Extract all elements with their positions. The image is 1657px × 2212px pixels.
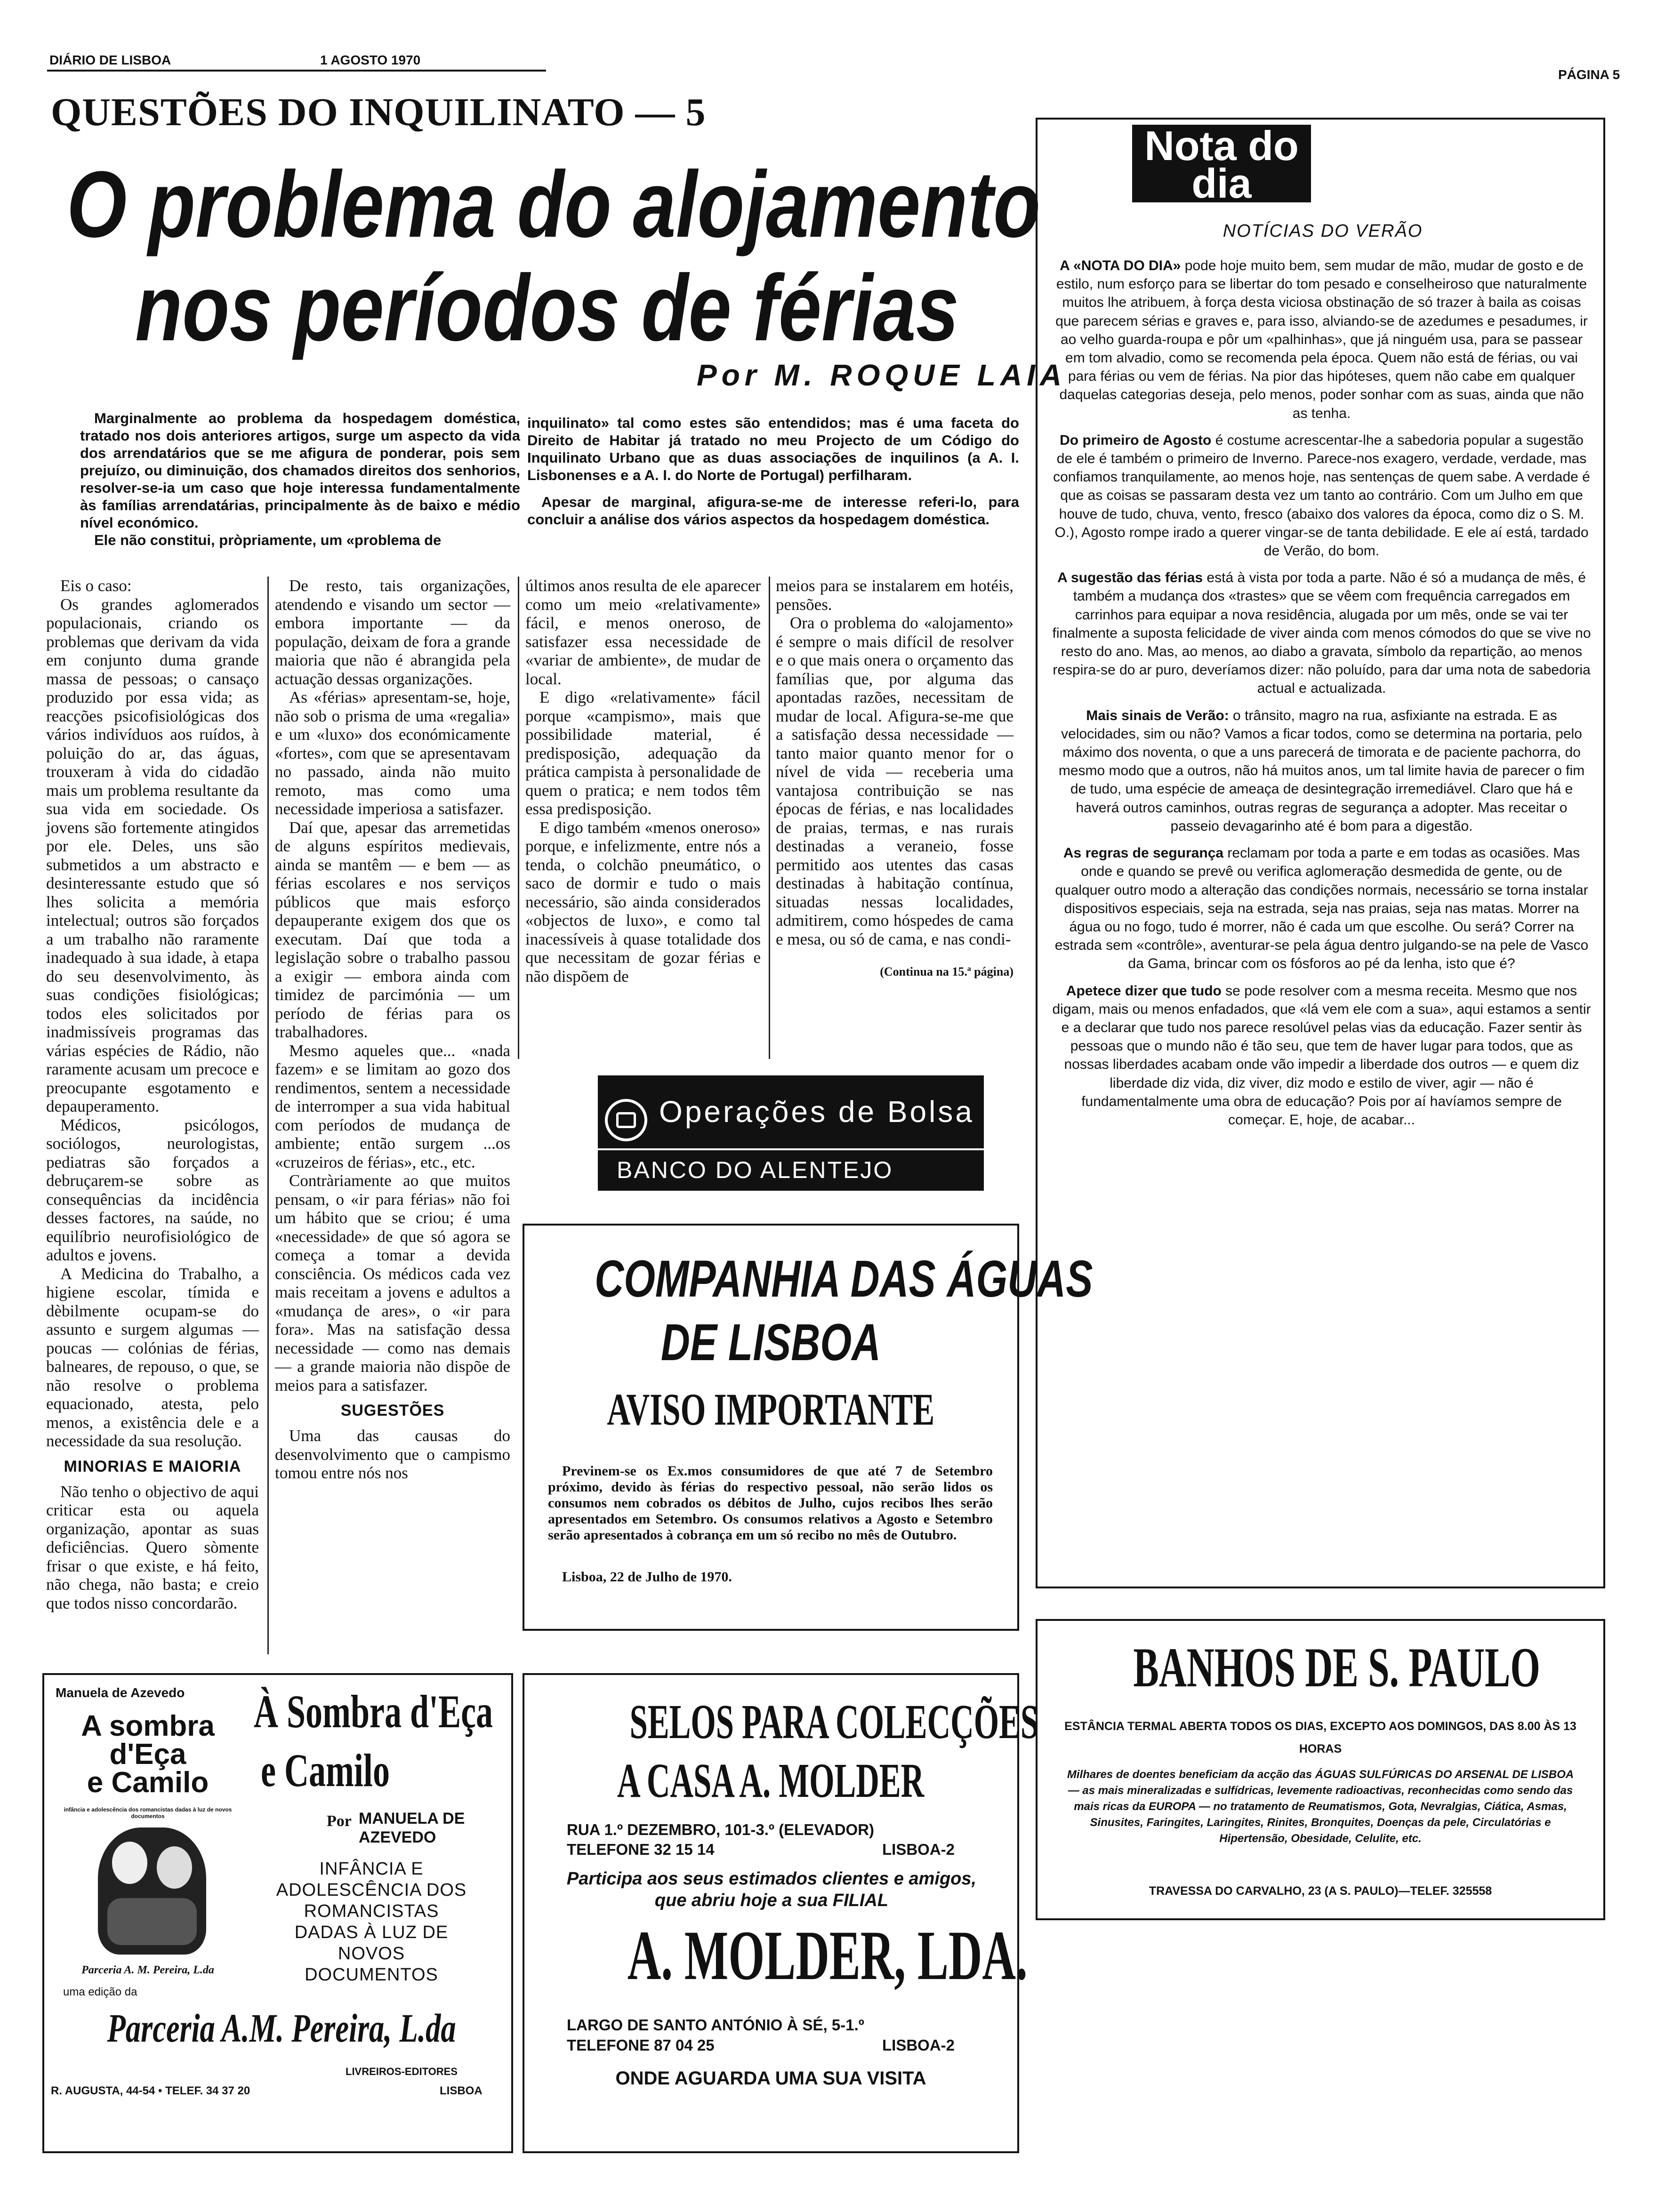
col-rule-2 <box>518 577 519 1059</box>
masthead-rule <box>47 70 546 72</box>
article-column-4: meios para se instalarem em hotéis, pensões. Ora o problema do «alojamento» é sempre o mais difícil de resolver e o que mais onera o orçamento das famílias que, por alguma das apontadas razões, necessitam de mudar de local. Afigura-se-me que a satisfação dessa necessidade — tanto maior quanto menor for o nível de vida — receberia uma vantajosa contribuição se nas épocas de férias, e nas localidades de praias, termas, e nas rurais destinadas a veraneio, fosse permitido aos utentes das casas destinadas à habitação contínua, situadas nessas localidades, admitirem, como hóspedes de cama e mesa, ou só de cama, e nas condi- (Continua na 15.ª página) <box>776 577 1014 981</box>
lead-right: inquilinato» tal como estes são entendidos; mas é uma faceta do Direito de Habitar já tratado no meu Projecto de um Código do Inquilinato Urbano que as duas associações de inquilinos (a A. I. Lisbonenses e a A. I. do Norte de Portugal) perfilharam. Apesar de marginal, afigura-se-me de interesse referi-lo, para concluir a análise dos vários aspectos da hospedagem doméstica. <box>527 415 1019 528</box>
ad-aguas-line1: COMPANHIA DAS ÁGUAS <box>595 1250 1093 1308</box>
ad-molder-notice: Participa aos seus estimados clientes e amigos, que abriu hoje a sua FILIAL <box>566 1869 977 1910</box>
nota-p5-lead: As regras de segurança <box>1063 845 1224 861</box>
ad-livro-livreiros: LIVREIROS-EDITORES <box>346 2066 458 2077</box>
ad-bolsa-bank: BANCO DO ALENTEJO <box>617 1157 893 1183</box>
article-column-2: De resto, tais organizações, atendendo e visando um sector — embora importante — da população, deixam de fora a grande maioria que não é abrangida pela actuação dessas organizações. As «férias» apresentam-se, hoje, não sob o prisma de uma «regalia» e um «luxo» dos económicamente «fortes», com que se apresentavam no passado, ainda não muito remoto, mas como uma necessidade imperiosa a satisfazer. Daí que, apesar das arremetidas de alguns espíritos medievais, ainda se mantêm — e bem — as férias escolares e nos serviços públicos que mais esforço depauperante exigem dos que os executam. Daí que toda a legislação sobre o trabalho passou a exigir — embora ainda com timidez de parcimónia — um período de férias para os trabalhadores. Mesmo aqueles que... «nada fazem» e se limitam ao gozo dos rendimentos, sentem a necessidade de interromper a sua vida habitual com períodos de mudança de ambiente; então surgem ...os «cruzeiros de férias», etc., etc. Contràriamente ao que muitos pensam, o «ir para férias» não foi um hábito que se criou; é uma «necessidade» de que só agora se começa a tomar a devida consciência. Os médicos cada vez mais receitam a jovens e adultos a «mudança de ares», o «ir para fora». Mas na satisfação dessa necessidade — como nas demais — a grande maioria não dispõe de meios para a satisfazer. SUGESTÕES Uma das causas do desenvolvimento que o campismo tomou entre nós nos <box>275 577 510 1482</box>
ad-livro-author: MANUELA DE AZEVEDO <box>359 1810 465 1846</box>
cover-portrait <box>98 1827 206 1955</box>
article-kicker: QUESTÕES DO INQUILINATO — 5 <box>51 90 706 134</box>
ad-molder-phone2: TELEFONE 87 04 25 <box>567 2036 715 2054</box>
ad-livro-publisher: Parceria A.M. Pereira, L.da <box>107 2005 456 2051</box>
ad-aguas <box>523 1224 1093 1631</box>
headline-line-1: O problema do alojamento <box>66 152 1041 257</box>
nota-p3-lead: A sugestão das férias <box>1057 570 1203 586</box>
ad-livro-title2: e Camilo <box>261 1744 390 1796</box>
ad-molder <box>523 1673 1039 2153</box>
lead-left: Marginalmente ao problema da hospedagem doméstica, tratado nos dois anteriores artigos, surge um aspecto da vida dos arrendatários que se me afigura de ponderar, pois sem prejuízo, ou diminuição, dos chamados direitos dos senhorios, resolver-se-ia um caso que hoje interessa fundamentalmente às famílias arrendatárias, principalmente às de baixo e médio nível económico. Ele não constitui, pròpriamente, um «problema de <box>80 410 520 548</box>
ad-aguas-body: Previnem-se os Ex.mos consumidores de que até 7 de Setembro próximo, devido às férias do respectivo pessoal, não serão lidos os consumos nem cobrados os débitos de Julho, cujos recibos lhes serão apresentados em Setembro. Os consumos relativos a Agosto e Setembro serão apresentados à cobrança em um só recibo no mês de Outubro. <box>548 1463 993 1543</box>
masthead-paper: DIÁRIO DE LISBOA <box>49 53 171 67</box>
nota-p6-lead: Apetece dizer que tudo <box>1066 983 1222 999</box>
col-rule-3 <box>769 577 770 1059</box>
ad-bolsa-title: Operações de Bolsa <box>659 1095 974 1129</box>
cover-subtitle: infância e adolescência dos romancistas dadas à luz de novos documentos <box>64 1806 232 1819</box>
subhead-minorias: MINORIAS E MAIORIA <box>64 1457 241 1475</box>
ad-molder-filial: A. MOLDER, LDA. <box>627 1916 1028 1995</box>
nota-logo: Nota do dia <box>1132 125 1311 202</box>
ad-banhos-title: BANHOS DE S. PAULO <box>1133 1636 1540 1699</box>
ad-livro <box>42 1673 513 2153</box>
ad-banhos-sub: ESTÂNCIA TERMAL ABERTA TODOS OS DIAS, EXCEPTO AOS DOMINGOS, DAS 8.00 ÀS 13 HORAS <box>1064 1720 1577 1755</box>
masthead-date: 1 AGOSTO 1970 <box>320 53 421 67</box>
col-rule-1 <box>267 577 269 1654</box>
book-cover <box>46 1677 249 1983</box>
ad-molder-city1: LISBOA-2 <box>882 1841 955 1858</box>
ad-banhos-body: Milhares de doentes beneficiam da acção das ÁGUAS SULFÚRICAS DO ARSENAL DE LISBOA — as mais mineralizadas e sulfídricas, levemente radioactivas, reconhecidas como sendo das mais ricas da EUROPA — no tratamento de Reumatismos, Gota, Nevralgias, Ciática, Asmas, Sinusites, Faringites, Laringites, Rinites, Bronquites, Doenças da pele, Circulatórias e Hipertensão, Obesidade, Celulite, etc. <box>1067 1768 1574 1845</box>
subhead-sugestoes: SUGESTÕES <box>340 1402 445 1419</box>
nota-p2-lead: Do primeiro de Agosto <box>1060 432 1212 448</box>
ad-aguas-line2: DE LISBOA <box>660 1314 881 1371</box>
nota-p1-lead: A «NOTA DO DIA» <box>1060 258 1181 273</box>
ad-livro-edicao: uma edição da <box>63 1986 137 1998</box>
masthead-page: PÁGINA 5 <box>1558 67 1620 82</box>
ad-livro-title1: À Sombra d'Eça <box>254 1685 493 1738</box>
headline-line-2: nos períodos de férias <box>135 256 959 361</box>
bank-logo-icon <box>605 1099 647 1141</box>
ad-molder-line1: SELOS PARA COLECÇÕES <box>629 1695 1039 1749</box>
ad-molder-phone1: TELEFONE 32 15 14 <box>567 1841 715 1858</box>
ad-livro-address: R. AUGUSTA, 44-54 • TELEF. 34 37 20 <box>51 2084 250 2097</box>
ad-molder-line2: A CASA A. MOLDER <box>617 1754 925 1808</box>
ad-banhos-address: TRAVESSA DO CARVALHO, 23 (A S. PAULO)—TELEF. 325558 <box>1149 1884 1492 1898</box>
ad-livro-city: LISBOA <box>440 2084 483 2097</box>
ad-molder-address1: RUA 1.º DEZEMBRO, 101-3.º (ELEVADOR) <box>567 1821 875 1838</box>
ad-molder-slogan: ONDE AGUARDA UMA SUA VISITA <box>615 2068 926 2089</box>
article-column-3: últimos anos resulta de ele aparecer como um meio «relativamente» fácil, e menos oneroso, de satisfazer essa necessidade de «variar de ambiente», de mudar de local. E digo «relativamente» fácil porque «campismo», mais que possibilidade material, é predisposição, adequação da prática campista à personalidade de quem o pratica; e nem todos têm essa predisposição. E digo também «menos oneroso» porque, e infelizmente, entre nós a tenda, o colchão pneumático, o saco de dormir e tudo o mais necessário, são ainda considerados «objectos de luxo», e como tal inacessíveis à quase totalidade dos que necessitam de gozar férias e não dispõem de <box>525 577 761 986</box>
ad-aguas-date: Lisboa, 22 de Julho de 1970. <box>562 1569 732 1585</box>
nota-title: NOTÍCIAS DO VERÃO <box>1223 221 1423 241</box>
ad-molder-city2: LISBOA-2 <box>882 2036 955 2054</box>
cover-title: A sombra d'Eça e Camilo <box>81 1710 215 1799</box>
ad-livro-desc: INFÂNCIA E ADOLESCÊNCIA DOS ROMANCISTAS DADAS À LUZ DE NOVOS DOCUMENTOS <box>276 1859 467 1985</box>
byline: Por M. ROQUE LAIA <box>697 358 1067 392</box>
ad-banhos <box>1036 1619 1605 1920</box>
ad-bolsa <box>598 1075 984 1191</box>
cover-publisher: Parceria A. M. Pereira, L.da <box>81 1964 214 1976</box>
continued-note: (Continua na 15.ª página) <box>880 965 1014 978</box>
cover-author: Manuela de Azevedo <box>56 1685 185 1700</box>
ad-livro-por: Por <box>327 1812 352 1830</box>
article-column-1: Eis o caso: Os grandes aglomerados populacionais, criando os problemas que derivam da vida em conjunto duma grande massa de pessoas; o cansaço produzido por essa vida; as reacções psicofisiológicas dos vários indivíduos aos ruídos, à poluição do ar, das águas, trouxeram à vida do cidadão mais um problema resultante da sua vida em sociedade. Os jovens são fortemente atingidos por ele. Deles, uns são submetidos a um abstracto e desinteressante estudo que só lhes solicita a memória intelectual; outros são forçados a um trabalho não raramente inadequado à sua idade, à etapa do seu desenvolvimento, às suas condições fisiológicas; todos eles solicitados por inadmissíveis programas das várias espécies de Rádio, não raramente acusam um precoce e preocupante esgotamento e depauperamento. Médicos, psicólogos, sociólogos, neurologistas, pediatras são forçados a debruçarem-se sobre as consequências da incidência desses factores, na saúde, no equilíbrio neurofisiológico de adultos e jovens. A Medicina do Trabalho, a higiene escolar, tímida e dèbilmente ocupam-se do assunto e surgem algumas — poucas — colónias de férias, balneares, de repouso, o que, se não resolve o problema equacionado, atesta, pelo menos, a existência dele e a necessidade da sua resolução. MINORIAS E MAIORIA Não tenho o objectivo de aqui criticar esta ou aquela organização, apontar as suas deficiências. Quero sòmente frisar o que existe, e há feito, não chega, não basta; e creio que todos nisso concordarão. <box>46 577 259 1612</box>
ad-molder-address2: LARGO DE SANTO ANTÓNIO À SÉ, 5-1.º <box>567 2016 864 2034</box>
nota-body: A «NOTA DO DIA» pode hoje muito bem, sem mudar de mão, mudar de gosto e de estilo, num esforço para se libertar do tom pesado e conselheiroso que naturalmente muitos lhe atribuem, à força desta viciosa obstinação de só trazer à baila as coisas que parecem sérias e graves e, para isso, alviando-se de azedumes e pesadumes, ir ao velho guarda-roupa e pôr um «palhinhas», que já ninguém usa, para se passear em tom alvadio, como se recomenda pela época. Quem não está de férias, ou vai para férias ou vem de férias. Na pior das hipóteses, quem não cabe em qualquer daquelas categorias deseja, pelo menos, poder sonhar com as suas, ainda que não as tenha. Do primeiro de Agosto é costume acrescentar-lhe a sabedoria popular a sugestão de ele é também o primeiro de Inverno. Parece-nos exagero, verdade, verdade, mas confiamos tranquilamente, ao menos hoje, nas sentenças de quem sabe. A verdade é que as coisas se passaram desta vez um tanto ao contrário. Com um Julho em que houve de tudo, chuva, vento, fresco (abaixo dos valores da época, como diz o S. M. O.), Agosto rompe irado a querer vingar-se de tanta debilidade. E ele aí está, tardado de Verão, do bom. A sugestão das férias está à vista por toda a parte. Não é só a mudança de mês, é também a mudança dos «trastes» que se vêem com frequência carregados em carrinhos para equipar a nova residência, alugada por um mês, onde se vai ter finalmente a suposta felicidade de viver ainda com menos cómodos do que se vive no resto do ano. Mas, ao menos, ao diabo a gravata, símbolo da repartição, ao menos respira-se do ar puro, deveríamos dizer: não poluído, para dar uma nota de sabedoria actual e actualizada. Mais sinais de Verão: o trânsito, magro na rua, asfixiante na estrada. E as velocidades, sim ou não? Vamos a ficar todos, como se determina na portaria, pelo máximo dos noventa, o que a uns parecerá de timorata e de paciente pachorra, do mesmo modo que a outros, não há muitos anos, um tal limite havia de parecer o fim de tudo, uma espécie de ameaça de desintegração irremediável. Claro que há e haverá outros caminhos, outras regras de segurança a adopter. Mas receitar o passeio devagarinho até é bom para a digestão. As regras de segurança reclamam por toda a parte e em todas as ocasiões. Mas onde e quando se prevê ou verifica aglomeração desmedida de gente, ou de qualquer outro modo a alteração das condições normais, necessário se torna instalar dispositivos especiais, seja na estrada, seja nas praias, seja nas matas. Morrer na água ou no fogo, tudo é morrer, não é cada um que escolhe. Ou será? Correr na estrada sem «contrôle», aventurar-se pela água dentro julgando-se na pele de Vasco da Gama, brincar com os fósforos ao pé da lenha, isto que é? Apetece dizer que tudo se pode resolver com a mesma receita. Mesmo que nos digam, mais ou menos enfadados, que «lá vem ele com a sua», aqui estamos a sentir e a declarar que tudo nos parece resolúvel pelas vias da educação. Fazer sentir às pessoas que o mundo não é tão seu, que tem de haver lugar para todos, que as nossas liberdades acabam onde vão impedir a liberdade dos outros — e quem diz liberdade diz vida, diz viver, diz modo e estilo de viver, agir — não é fundamentalmente uma obra de educação? Pois por aí havíamos sempre de começar. E, hoje, de acabar... <box>1052 258 1591 1128</box>
ad-aguas-aviso: AVISO IMPORTANTE <box>607 1384 935 1435</box>
nota-p4-lead: Mais sinais de Verão: <box>1086 707 1229 723</box>
